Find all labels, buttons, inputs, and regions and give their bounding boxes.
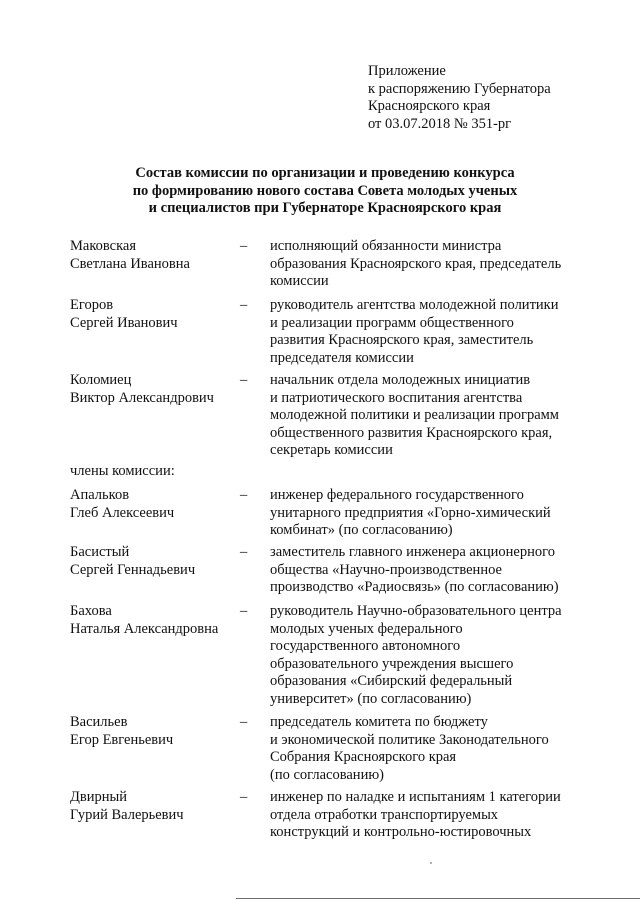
dash-separator: – xyxy=(240,714,248,730)
member-given-names: Наталья Александровна xyxy=(70,620,219,637)
role-line: (по согласованию) xyxy=(270,766,384,783)
member-surname: Апальков xyxy=(70,487,130,503)
appendix-line: Приложение xyxy=(368,63,446,79)
role-line: университет» (по согласованию) xyxy=(270,690,472,707)
dash-separator: – xyxy=(240,544,248,560)
member-name xyxy=(70,372,240,407)
member-name xyxy=(70,603,240,638)
dash-separator: – xyxy=(240,372,248,388)
title-line: по формированию нового состава Совета молодых ученых xyxy=(132,182,518,199)
page-bottom-rule xyxy=(236,898,640,899)
document-title xyxy=(60,165,590,218)
role-line: отдела отработки транспортируемых xyxy=(270,806,499,823)
appendix-line: Красноярского края xyxy=(368,98,491,114)
role-line: председателя комиссии xyxy=(270,349,414,366)
member-role xyxy=(270,789,600,842)
title-line: и специалистов при Губернаторе Красноярского края xyxy=(148,200,502,216)
role-line: молодежной политики и реализации программ xyxy=(270,407,559,423)
role-line: комбинат» (по согласованию) xyxy=(270,522,453,538)
role-line: производство «Радиосвязь» (по согласованию) xyxy=(270,579,559,595)
member-role xyxy=(270,372,600,460)
dash-separator: – xyxy=(240,487,248,503)
role-line: общественного развития Красноярского края, xyxy=(270,424,553,441)
scan-speck xyxy=(430,862,432,864)
role-line: руководитель агентства молодежной политики xyxy=(270,297,559,313)
member-given-names: Сергей Иванович xyxy=(70,314,178,331)
member-role xyxy=(270,238,600,291)
appendix-header xyxy=(368,63,551,133)
member-name xyxy=(70,297,240,332)
role-line: секретарь комиссии xyxy=(270,442,393,458)
member-role xyxy=(270,487,600,540)
member-given-names: Светлана Ивановна xyxy=(70,255,190,272)
member-role xyxy=(270,297,600,367)
title-line: Состав комиссии по организации и проведению конкурса xyxy=(135,165,515,181)
role-line: молодых ученых федерального xyxy=(270,620,463,637)
member-given-names: Глеб Алексеевич xyxy=(70,504,175,521)
member-role xyxy=(270,603,600,708)
member-surname: Двирный xyxy=(70,789,128,805)
role-line: конструкций и контрольно-юстировочных xyxy=(270,824,532,840)
member-name xyxy=(70,544,240,579)
member-surname: Егоров xyxy=(70,297,114,313)
role-line: исполняющий обязанности министра xyxy=(270,238,502,254)
member-given-names: Сергей Геннадьевич xyxy=(70,561,196,578)
appendix-line: к распоряжению Губернатора xyxy=(368,80,551,97)
dash-separator: – xyxy=(240,297,248,313)
member-surname: Васильев xyxy=(70,714,128,730)
member-name xyxy=(70,238,240,273)
role-line: образования «Сибирский федеральный xyxy=(270,673,513,689)
role-line: образовательного учреждения высшего xyxy=(270,655,514,672)
role-line: руководитель Научно-образовательного центра xyxy=(270,603,562,619)
member-given-names: Гурий Валерьевич xyxy=(70,806,184,823)
role-line: заместитель главного инженера акционерного xyxy=(270,544,555,560)
role-line: общества «Научно-производственное xyxy=(270,561,502,578)
member-name xyxy=(70,789,240,824)
member-surname: Маковская xyxy=(70,238,137,254)
members-label: члены комиссии: xyxy=(70,463,175,479)
role-line: инженер федерального государственного xyxy=(270,487,524,503)
member-surname: Басистый xyxy=(70,544,130,560)
role-line: Собрания Красноярского края xyxy=(270,749,457,765)
role-line: начальник отдела молодежных инициатив xyxy=(270,372,531,388)
dash-separator: – xyxy=(240,789,248,805)
role-line: унитарного предприятия «Горно-химический xyxy=(270,504,551,521)
member-role xyxy=(270,714,600,784)
member-surname: Коломиец xyxy=(70,372,132,388)
role-line: председатель комитета по бюджету xyxy=(270,714,488,730)
role-line: инженер по наладке и испытаниям 1 категории xyxy=(270,789,561,805)
member-given-names: Егор Евгеньевич xyxy=(70,731,174,748)
dash-separator: – xyxy=(240,238,248,254)
role-line: и реализации программ общественного xyxy=(270,314,514,331)
role-line: комиссии xyxy=(270,273,329,289)
role-line: и экономической политике Законодательного xyxy=(270,731,549,748)
dash-separator: – xyxy=(240,603,248,619)
role-line: и патриотического воспитания агентства xyxy=(270,389,523,406)
member-name xyxy=(70,714,240,749)
role-line: государственного автономного xyxy=(270,638,461,654)
member-given-names: Виктор Александрович xyxy=(70,389,214,406)
member-role xyxy=(270,544,600,597)
appendix-line: от 03.07.2018 № 351-рг xyxy=(368,115,512,132)
role-line: развития Красноярского края, заместитель xyxy=(270,332,534,348)
member-surname: Бахова xyxy=(70,603,112,619)
member-name xyxy=(70,487,240,522)
role-line: образования Красноярского края, председатель xyxy=(270,255,562,272)
